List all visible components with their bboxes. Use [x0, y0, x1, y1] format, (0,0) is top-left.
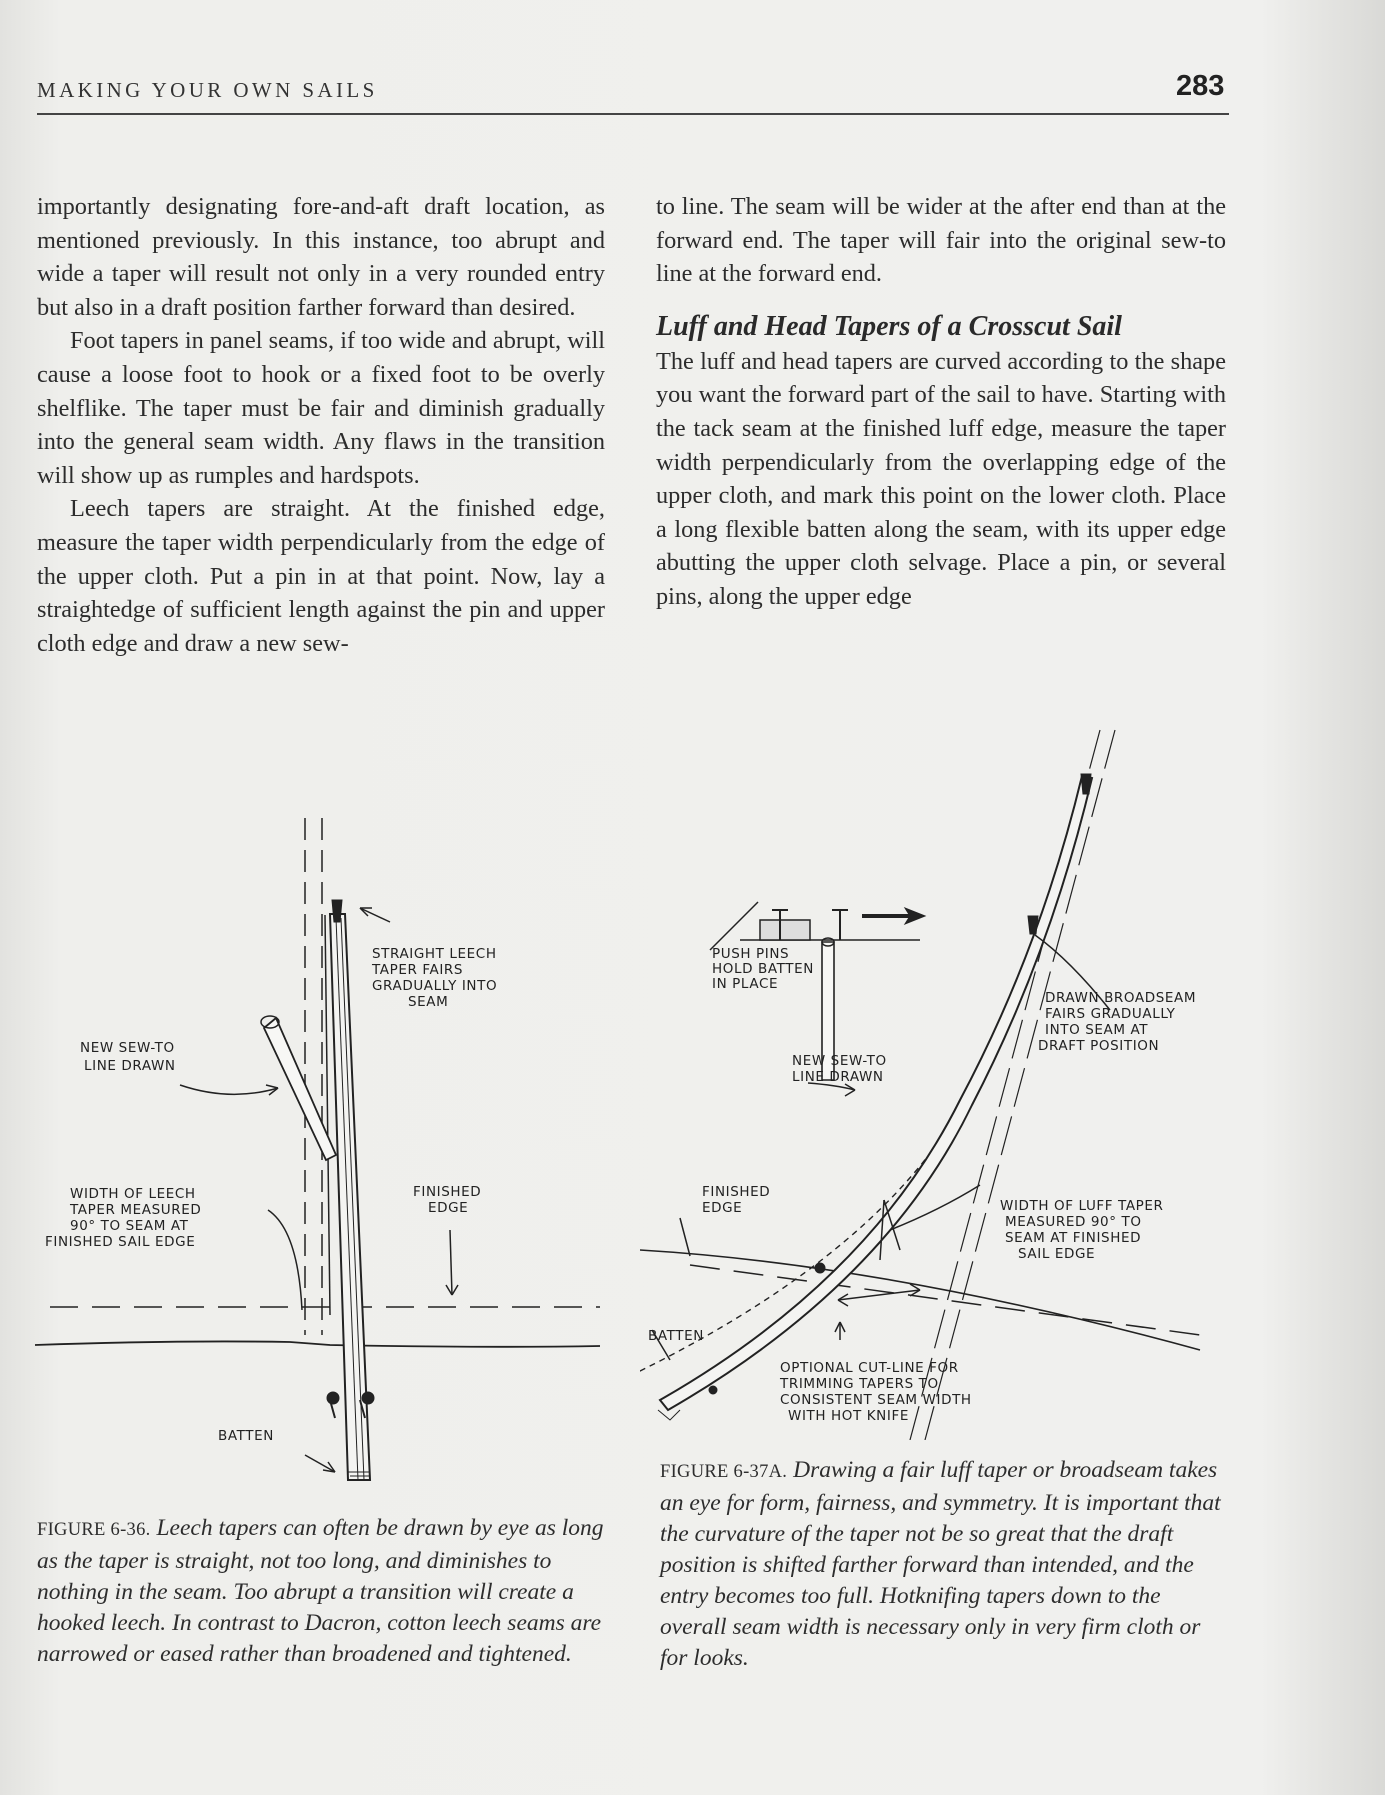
figure-6-36-caption — [37, 1513, 612, 1670]
label-new-sew-to-2: LINE DRAWN — [792, 1069, 884, 1085]
right-column — [656, 190, 1226, 614]
page-number: 283 — [1176, 70, 1225, 102]
seam-line — [640, 1250, 1200, 1350]
label-broadseam-4: DRAFT POSITION — [1038, 1038, 1160, 1054]
seam-line — [35, 1341, 600, 1346]
label-push-pins-1: PUSH PINS — [712, 946, 790, 962]
label-straight-leech-4: SEAM — [408, 994, 449, 1010]
push-pin — [332, 900, 342, 922]
figure-6-36 — [30, 800, 610, 1500]
label-width-leech-2: TAPER MEASURED — [70, 1202, 202, 1218]
label-straight-leech-3: GRADUALLY INTO — [372, 978, 498, 994]
luff-batten — [660, 776, 1092, 1410]
paragraph: Foot tapers in panel seams, if too wide and abrupt, will cause a loose foot to hook or a fixed foot to be overly shelflike. The taper must be fair and diminish gradually into the general seam width. Any flaws in the transition will show up as rumples and hardspots. — [37, 327, 605, 489]
label-push-pins-2: HOLD BATTEN — [712, 961, 814, 977]
label-width-leech-1: WIDTH OF LEECH — [70, 1186, 196, 1202]
push-pin — [1028, 916, 1038, 934]
running-head: MAKING YOUR OWN SAILS — [37, 78, 378, 102]
label-batten: BATTEN — [648, 1328, 704, 1344]
paragraph: importantly designating fore-and-aft draft location, as mentioned previously. In this instance, too abrupt and wide a taper will result not only in a very rounded entry but also in a draft position farther forward than desired. — [37, 193, 605, 321]
label-new-sew-to-1: NEW SEW-TO — [80, 1040, 175, 1056]
label-optional-cut-2: TRIMMING TAPERS TO — [780, 1376, 939, 1392]
caption-text: Leech tapers can often be drawn by eye as long as the taper is straight, not too long, and diminishes to nothing in the seam. Too abrupt a transition will create a hooked leech. In contrast to Dacron, cotton leech seams are narrowed or eased rather than broadened and tightened. — [37, 1515, 604, 1667]
label-finished-edge-2: EDGE — [428, 1200, 469, 1216]
label-width-luff-3: SEAM AT FINISHED — [1005, 1230, 1142, 1246]
label-broadseam-3: INTO SEAM AT — [1045, 1022, 1149, 1038]
label-straight-leech-1: STRAIGHT LEECH — [372, 946, 497, 962]
paragraph: The luff and head tapers are curved according to the shape you want the forward part of the sail to have. Starting with the tack seam at the finished luff edge, measure the taper width perpendicularly from the overlapping edge of the upper cloth, and mark this point on the lower cloth. Place a long flexible batten along the seam, with its upper edge abutting the upper cloth selvage. Place a pin, or several pins, along the upper edge — [656, 347, 1226, 610]
figure-6-37a-drawing — [640, 720, 1240, 1440]
push-pin — [1081, 774, 1091, 794]
label-broadseam-1: DRAWN BROADSEAM — [1045, 990, 1197, 1006]
label-finished-edge-2: EDGE — [702, 1200, 743, 1216]
label-width-leech-3: 90° TO SEAM AT — [70, 1218, 189, 1234]
label-finished-edge-1: FINISHED — [702, 1184, 771, 1200]
label-straight-leech-2: TAPER FAIRS — [372, 962, 464, 978]
paragraph: Leech tapers are straight. At the finished edge, measure the taper width perpendicularly from the edge of the upper cloth. Put a pin in at that point. Now, lay a straightedge of sufficient length against the pin and upper cloth edge and draw a new sew- — [37, 495, 605, 657]
left-column — [37, 190, 605, 660]
label-optional-cut-4: WITH HOT KNIFE — [788, 1408, 909, 1424]
paragraph: to line. The seam will be wider at the after end than at the forward end. The taper will fair into the original sew-to line at the forward end. — [656, 193, 1226, 288]
label-finished-edge-1: FINISHED — [413, 1184, 482, 1200]
label-new-sew-to-2: LINE DRAWN — [84, 1058, 176, 1074]
label-width-luff-1: WIDTH OF LUFF TAPER — [1000, 1198, 1164, 1214]
new-sew-to-line — [325, 915, 330, 1315]
optional-cut-line — [640, 780, 1085, 1390]
label-batten: BATTEN — [218, 1428, 274, 1444]
push-pin — [327, 1392, 339, 1404]
figure-6-37a-caption — [660, 1455, 1230, 1674]
header-rule — [37, 113, 1229, 115]
label-width-leech-4: FINISHED SAIL EDGE — [45, 1234, 196, 1250]
label-optional-cut-3: CONSISTENT SEAM WIDTH — [780, 1392, 972, 1408]
label-new-sew-to-1: NEW SEW-TO — [792, 1053, 887, 1069]
luff-guide-line — [925, 730, 1115, 1440]
pin-detail — [832, 910, 848, 940]
push-pin — [362, 1392, 374, 1404]
label-broadseam-2: FAIRS GRADUALLY — [1045, 1006, 1176, 1022]
figure-6-37a — [640, 720, 1240, 1440]
caption-figure-number: FIGURE 6-36. — [37, 1520, 151, 1540]
label-width-luff-2: MEASURED 90° TO — [1005, 1214, 1142, 1230]
label-optional-cut-1: OPTIONAL CUT-LINE FOR — [780, 1360, 959, 1376]
figure-6-36-drawing — [30, 800, 610, 1500]
label-width-luff-4: SAIL EDGE — [1018, 1246, 1096, 1262]
push-pin — [709, 1386, 717, 1394]
section-heading: Luff and Head Tapers of a Crosscut Sail — [656, 310, 1122, 342]
caption-figure-number: FIGURE 6-37A. — [660, 1462, 788, 1482]
push-pin — [815, 1263, 825, 1273]
caption-text: Drawing a fair luff taper or broadseam takes an eye for form, fairness, and symmetry. It is important that the curvature of the taper not be so great that the draft position is shifted farther forward than intended, and the entry becomes too full. Hotknifing tapers down to the overall seam width is necessary only in very firm cloth or for looks. — [660, 1457, 1221, 1671]
label-push-pins-3: IN PLACE — [712, 976, 779, 992]
